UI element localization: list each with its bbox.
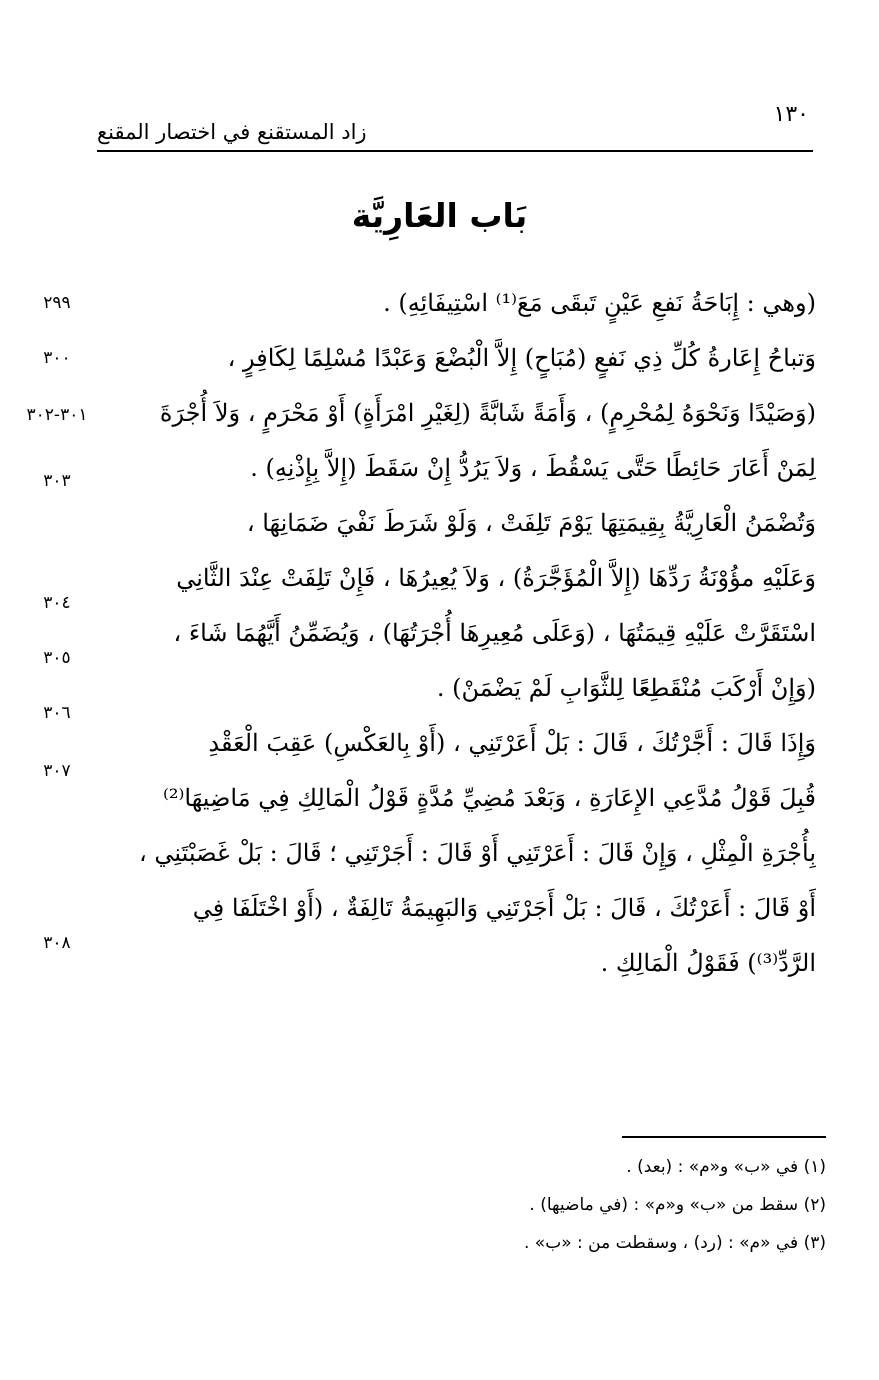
chapter-title: بَاب العَارِيَّة xyxy=(351,196,528,235)
body-line: وَتُضْمَنُ الْعَارِيَّةُ بِقِيمَتِهَا يَوْمَ تَلِفَتْ ، وَلَوْ شَرَطَ نَفْيَ ضَمَانِهَا ، xyxy=(246,509,816,537)
body-line: لِمَنْ أَعَارَ حَائِطًا حَتَّى يَسْقُطَ ، وَلاَ يَرُدُّ إِنْ سَقَطَ (إِلاَّ بِإِذْنِهِ) . xyxy=(250,454,816,482)
body-line: أَوْ قَالَ : أَعَرْتُكَ ، قَالَ : بَلْ أَجَرْتَنِي وَالبَهِيمَةُ تَالِفَةٌ ، (أَوْ اخْتَلَفَا فِي xyxy=(192,894,816,922)
page-number: ١٣٠ xyxy=(773,102,809,127)
footnote-divider xyxy=(622,1136,826,1138)
margin-number: ٣٠٨ xyxy=(43,933,71,953)
body-line: (وهي : إِبَاحَةُ نَفعِ عَيْنٍ تَبقَى مَعَ⁽¹⁾ اسْتِيفَائِهِ) . xyxy=(383,289,816,317)
footnote: (٣) في «م» : (رد) ، وسقطت من : «ب» . xyxy=(523,1233,826,1253)
body-line: (وَصَيْدًا وَنَحْوَهُ لِمُحْرِمٍ) ، وَأَمَةً شَابَّةً (لِغَيْرِ امْرَأَةٍ) أَوْ مَحْرَمٍ ، وَلاَ أُجْرَةَ xyxy=(159,399,816,427)
footnote: (٢) سقط من «ب» و«م» : (في ماضيها) . xyxy=(529,1195,826,1215)
margin-number: ٣٠١-٣٠٢ xyxy=(26,405,88,425)
body-line: وَعَلَيْهِ مؤُوْنَةُ رَدِّهَا (إِلاَّ الْمُؤَجَّرَةُ) ، وَلاَ يُعِيرُهَا ، فَإِنْ تَلِفَتْ عِنْدَ الثَّانِي xyxy=(176,564,816,592)
margin-number: ٣٠٥ xyxy=(43,648,71,668)
body-line: وَتباحُ إِعَارةُ كُلِّ ذِي نَفعٍ (مُبَاحٍ) إِلاَّ الْبُضْعَ وَعَبْدًا مُسْلِمًا لِكَافِرٍ ، xyxy=(227,344,816,372)
footnote: (١) في «ب» و«م» : (بعد) . xyxy=(626,1157,826,1177)
body-text xyxy=(104,276,816,991)
running-title: زاد المستقنع في اختصار المقنع xyxy=(97,120,367,144)
body-line: بِأُجْرَةِ الْمِثْلِ ، وَإِنْ قَالَ : أَعَرْتَنِي أَوْ قَالَ : أَجَرْتَنِي ؛ قَالَ : بَلْ غَصَبْتَنِي ، xyxy=(139,839,816,867)
page-header xyxy=(97,98,813,152)
margin-number: ٣٠٤ xyxy=(43,593,71,613)
body-line: (وَإِنْ أَرْكَبَ مُنْقَطِعًا لِلثَّوَابِ لَمْ يَضْمَنْ) . xyxy=(436,674,816,702)
margin-number: ٣٠٠ xyxy=(43,348,71,368)
body-line: وَإِذَا قَالَ : أَجَّرْتُكَ ، قَالَ : بَلْ أَعَرْتَنِي ، (أَوْ بِالعَكْسِ) عَقِبَ الْعَقْدِ xyxy=(208,729,816,757)
margin-number: ٣٠٧ xyxy=(43,761,71,781)
body-line: اسْتَقَرَّتْ عَلَيْهِ قِيمَتُهَا ، (وَعَلَى مُعِيرِهَا أُجْرَتُهَا) ، وَيُضَمِّنُ أَيَّهُمَا شَاءَ ، xyxy=(173,619,816,647)
footnotes xyxy=(300,1148,826,1262)
body-line: الرَّدِّ⁽³⁾) فَقَوْلُ الْمَالِكِ . xyxy=(600,949,816,977)
margin-number: ٣٠٦ xyxy=(43,703,71,723)
body-line: قُبِلَ قَوْلُ مُدَّعِي الإِعَارَةِ ، وَبَعْدَ مُضِيِّ مُدَّةٍ قَوْلُ الْمَالِكِ فِي مَاضِيهَا⁽²⁾ xyxy=(162,784,816,812)
margin-number: ٢٩٩ xyxy=(43,293,71,313)
margin-number: ٣٠٣ xyxy=(43,471,71,491)
